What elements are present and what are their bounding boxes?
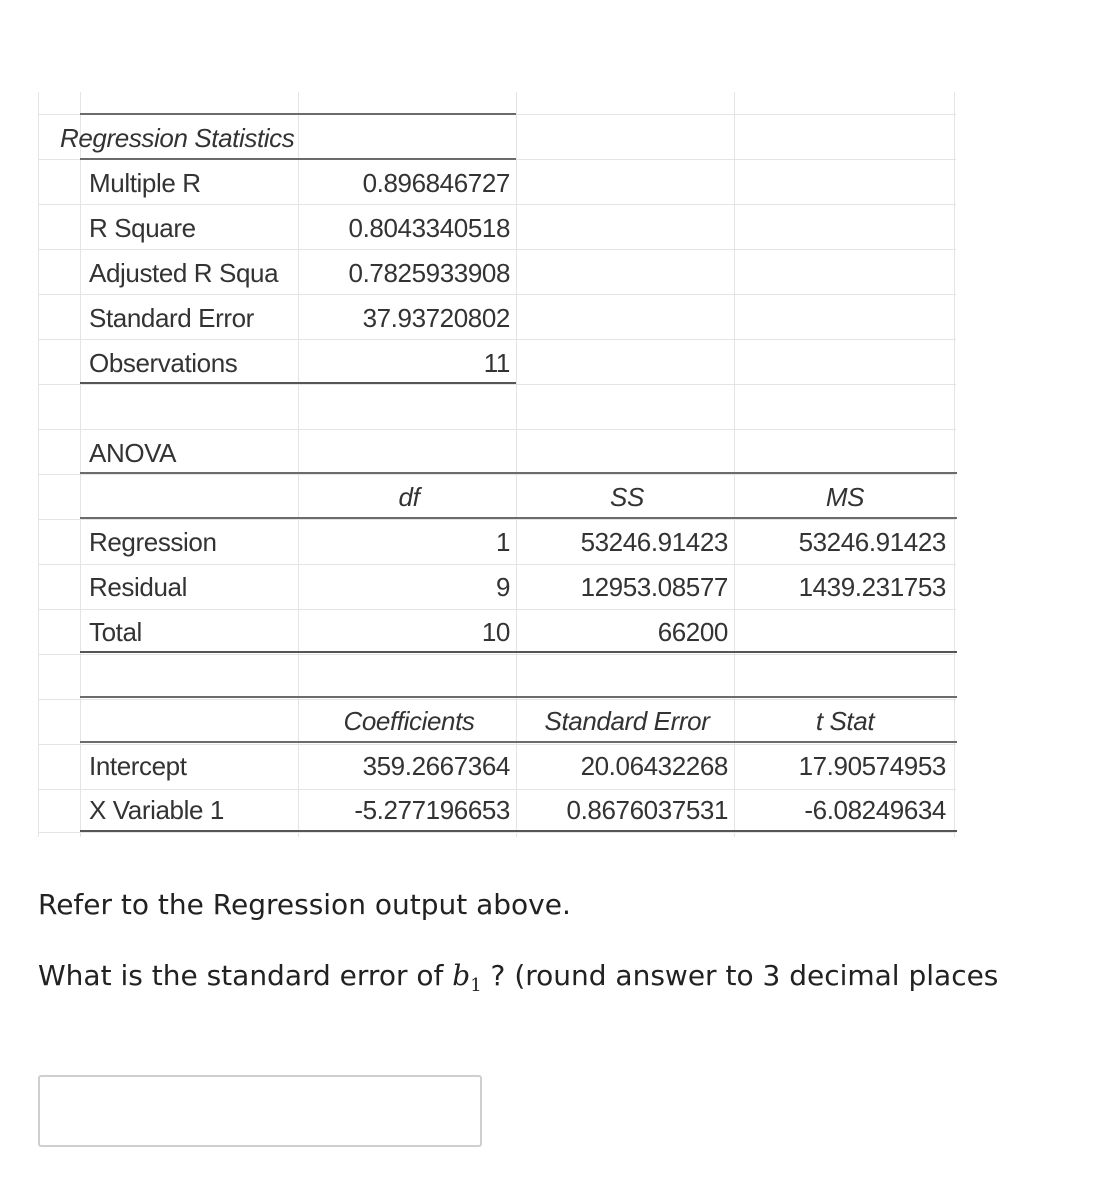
- b1-variable: $b_1$: [452, 959, 482, 996]
- coef-standard-error: 0.8676037531: [566, 795, 728, 825]
- anova-ss: 53246.91423: [580, 527, 728, 557]
- stat-label: Observations: [89, 348, 238, 378]
- coef-t-stat: -6.08249634: [804, 795, 946, 825]
- coef-t-stat: 17.90574953: [798, 751, 946, 781]
- stat-value: 37.93720802: [362, 303, 510, 333]
- question-text-before: What is the standard error of: [38, 959, 453, 992]
- question-intro: Refer to the Regression output above.: [38, 888, 571, 921]
- stat-label: Multiple R: [89, 168, 201, 198]
- table-rule: [80, 472, 957, 474]
- table-rule: [80, 113, 516, 115]
- grid-line: [38, 832, 956, 833]
- stat-label: Adjusted R Squa: [89, 258, 279, 288]
- coef-header-coefficients: Coefficients: [343, 706, 475, 736]
- anova-header-df: df: [398, 482, 420, 512]
- anova-header-ms: MS: [825, 482, 865, 512]
- anova-ms: 53246.91423: [798, 527, 946, 557]
- coef-row-label: X Variable 1: [89, 795, 224, 825]
- anova-row-label: Residual: [89, 572, 187, 602]
- coef-standard-error: 20.06432268: [580, 751, 728, 781]
- anova-title: ANOVA: [89, 438, 177, 468]
- anova-header-ss: SS: [610, 482, 644, 512]
- anova-ms: 1439.231753: [798, 572, 946, 602]
- anova-ss: 66200: [657, 617, 728, 647]
- anova-df: 10: [481, 617, 510, 647]
- stat-value: 0.896846727: [362, 168, 510, 198]
- table-rule: [80, 696, 957, 698]
- stat-value: 0.7825933908: [348, 258, 510, 288]
- answer-input[interactable]: [38, 1075, 482, 1147]
- anova-df: 9: [495, 572, 510, 602]
- question-text-after: ? (round answer to 3 decimal places: [481, 959, 999, 992]
- anova-ms: [736, 610, 946, 654]
- question-prompt: [38, 959, 998, 996]
- coef-value: 359.2667364: [362, 751, 510, 781]
- anova-row-label: Regression: [89, 527, 217, 557]
- stat-value: 11: [483, 348, 510, 378]
- grid-line: [38, 429, 956, 430]
- regression-statistics-title: Regression Statistics: [60, 123, 295, 153]
- anova-ss: 12953.08577: [580, 572, 728, 602]
- anova-df: 1: [495, 527, 510, 557]
- grid-line: [38, 654, 956, 655]
- coef-value: -5.277196653: [354, 795, 510, 825]
- coef-row-label: Intercept: [89, 751, 187, 781]
- stat-label: R Square: [89, 213, 196, 243]
- coef-header-standard-error: Standard Error: [544, 706, 710, 736]
- anova-row-label: Total: [89, 617, 142, 647]
- coef-header-t-stat: t Stat: [815, 706, 875, 736]
- stat-value: 0.8043340518: [348, 213, 510, 243]
- stat-label: Standard Error: [89, 303, 254, 333]
